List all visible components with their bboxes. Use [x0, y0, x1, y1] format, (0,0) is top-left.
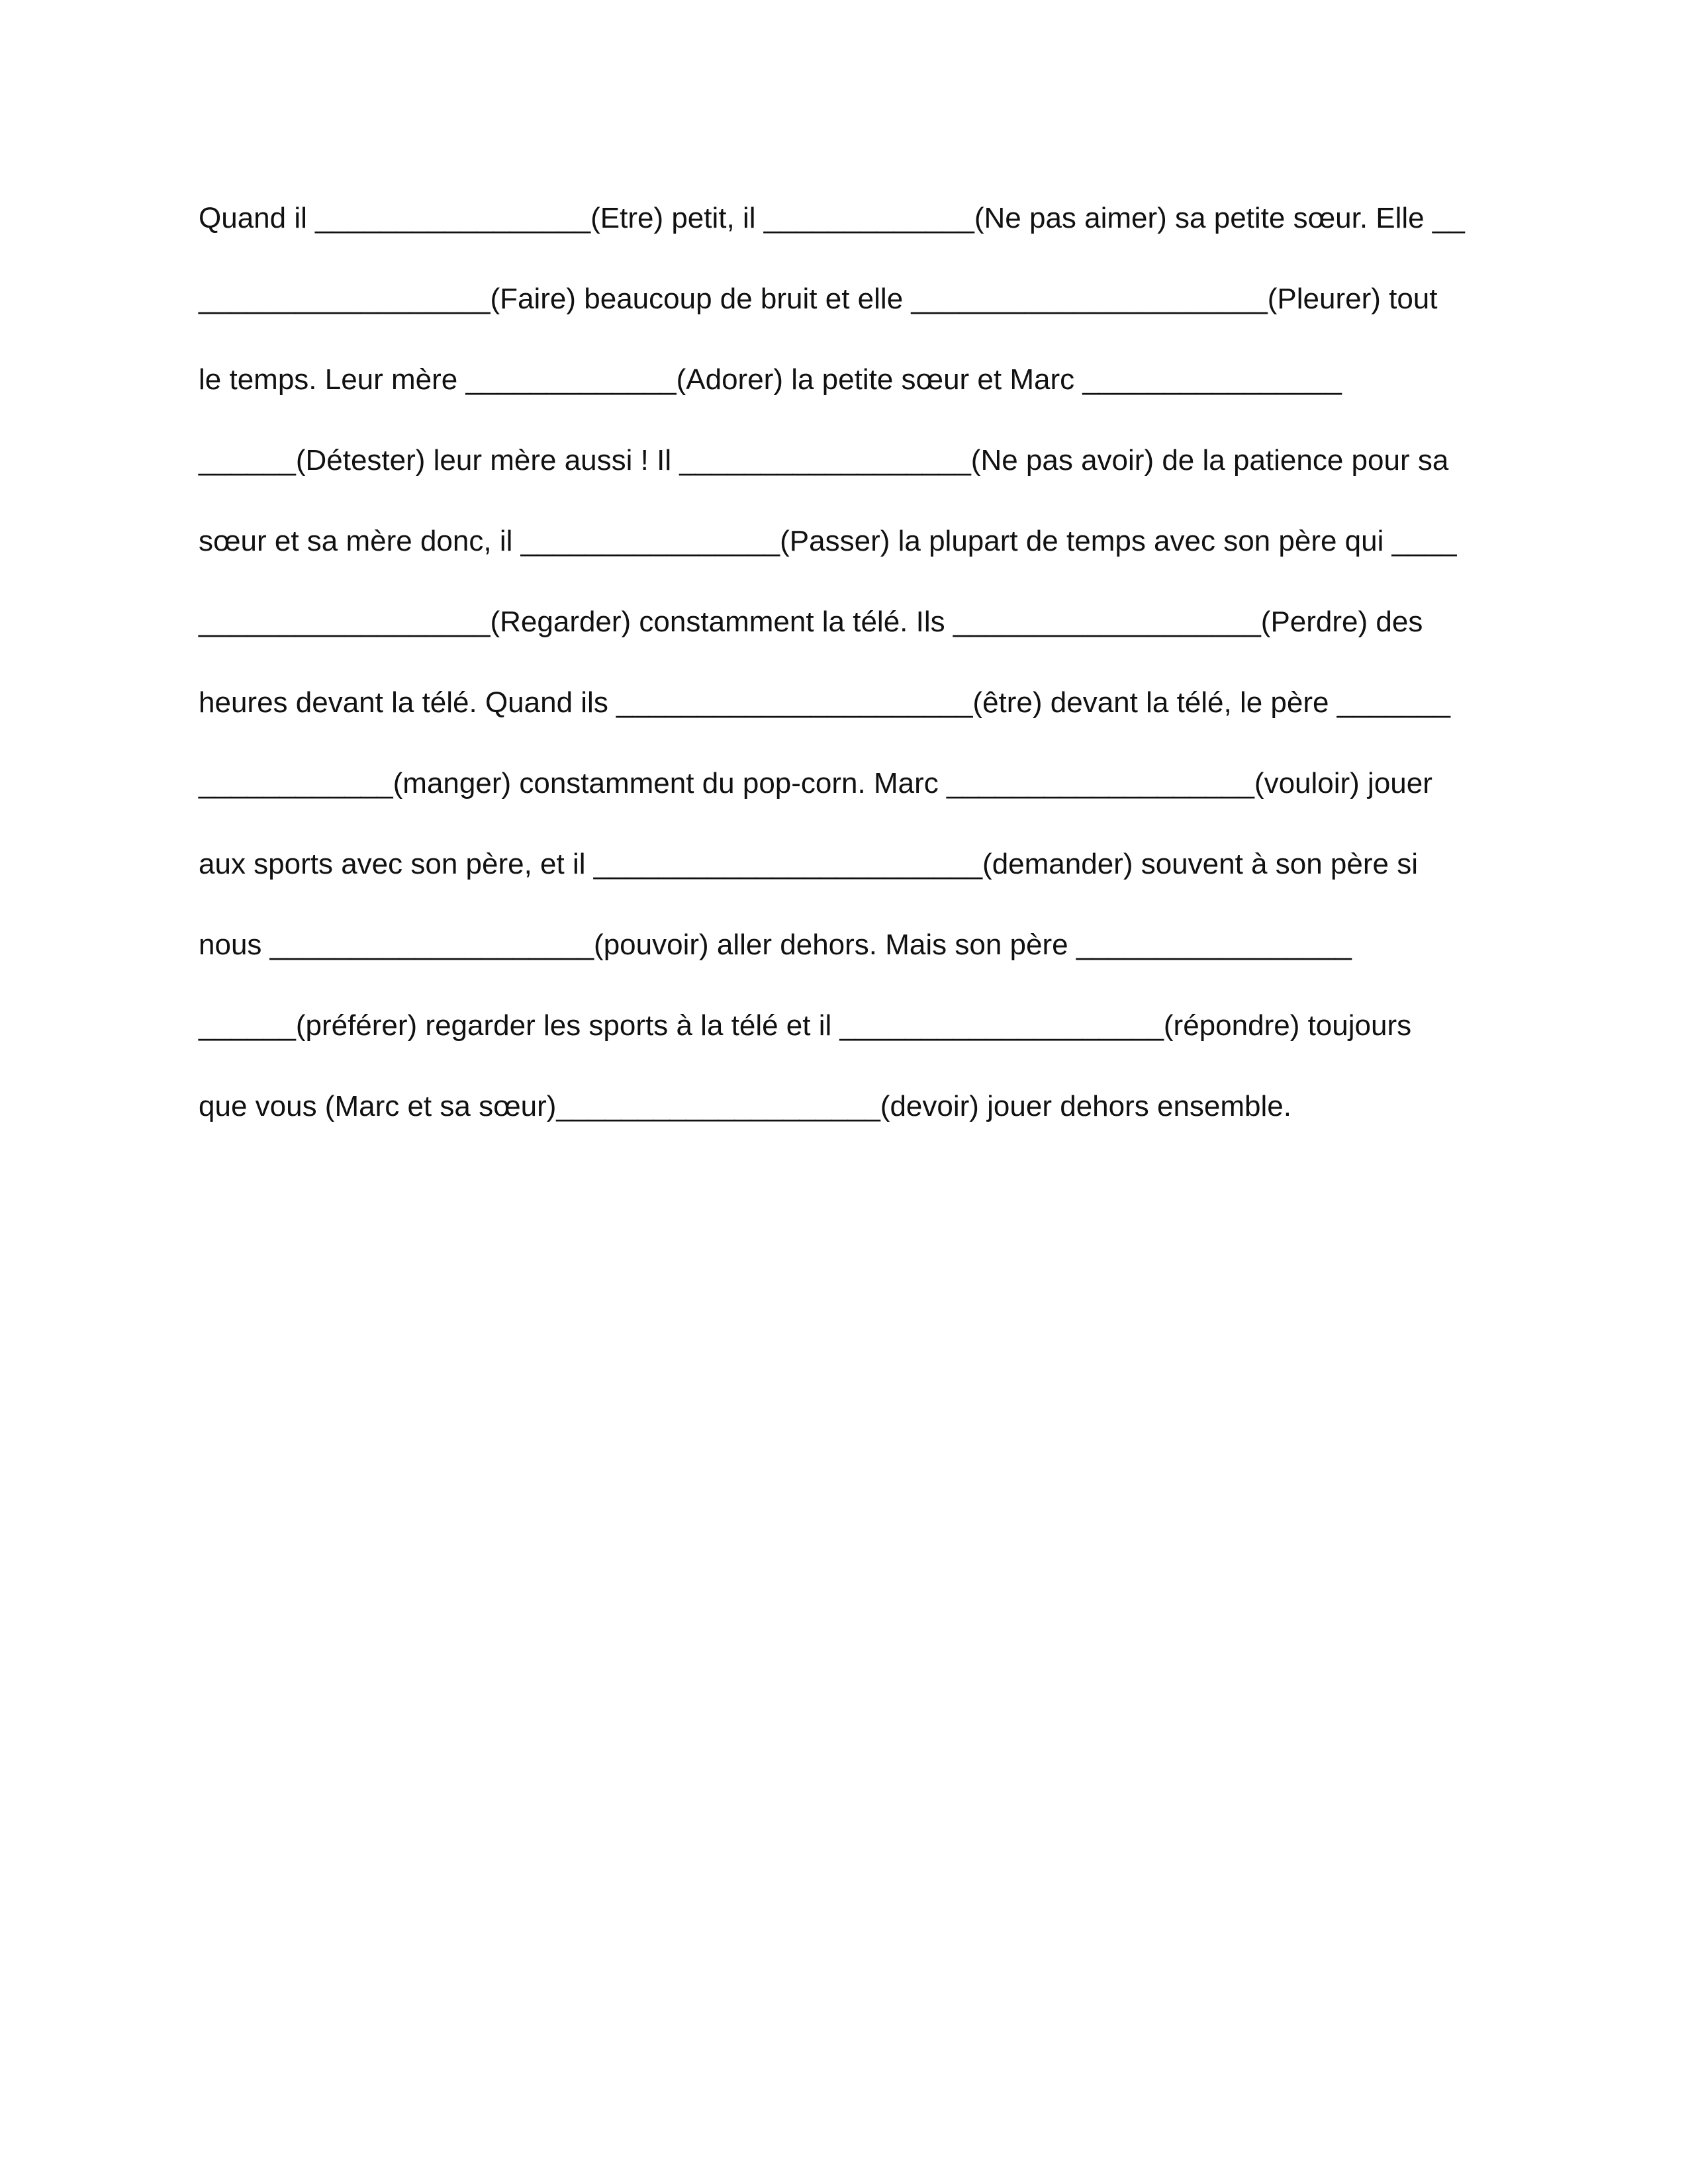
exercise-line: Quand il _________________(Etre) petit, il _____________(Ne pas aimer) sa petite sœur. Elle __ — [199, 202, 1465, 234]
exercise-line: ______(préférer) regarder les sports à la télé et il ____________________(répondre) toujours — [199, 1009, 1412, 1042]
exercise-line: ____________(manger) constamment du pop-corn. Marc ___________________(vouloir) jouer — [199, 767, 1432, 799]
exercise-line: nous ____________________(pouvoir) aller dehors. Mais son père _________________ — [199, 929, 1352, 961]
exercise-line: aux sports avec son père, et il ________________________(demander) souvent à son père si — [199, 848, 1418, 880]
exercise-line: __________________(Faire) beaucoup de bruit et elle ______________________(Pleurer) tout — [199, 283, 1438, 315]
exercise-line: ______(Détester) leur mère aussi ! Il __________________(Ne pas avoir) de la patience pour sa — [199, 444, 1449, 477]
exercise-line: heures devant la télé. Quand ils ______________________(être) devant la télé, le père _______ — [199, 686, 1451, 719]
exercise-line: le temps. Leur mère _____________(Adorer) la petite sœur et Marc ________________ — [199, 363, 1342, 396]
exercise-line: que vous (Marc et sa sœur)____________________(devoir) jouer dehors ensemble. — [199, 1090, 1291, 1122]
exercise-line: __________________(Regarder) constamment la télé. Ils ___________________(Perdre) des — [199, 606, 1423, 638]
exercise-line: sœur et sa mère donc, il ________________(Passer) la plupart de temps avec son père qui ____ — [199, 525, 1457, 557]
